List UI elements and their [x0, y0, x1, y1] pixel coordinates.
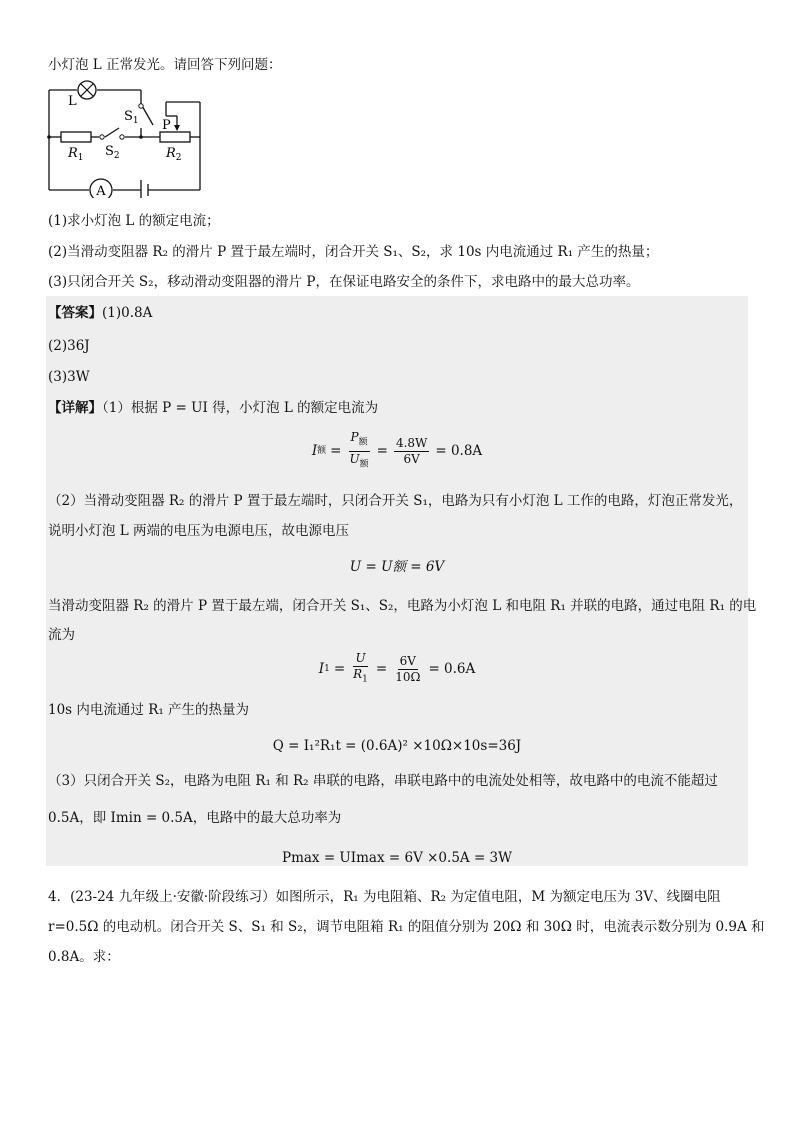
f3-den2: 10Ω — [395, 669, 421, 684]
q4-line-1: 4．(23-24 九年级上·安徽·阶段练习）如图所示，R₁ 为电阻箱、R₂ 为定值电阻，M 为额定电压为 3V、线圈电阻 — [48, 889, 721, 905]
s1-sub: 1 — [132, 116, 139, 126]
f1-lhs: I — [311, 443, 318, 459]
f3-lhs-sub: 1 — [324, 664, 330, 674]
detail-p1: （1）根据 P = UI 得，小灯泡 L 的额定电流为 — [102, 400, 379, 416]
formula-4: Q = I₁²R₁t = (0.6A)² ×10Ω×10s=36J — [272, 738, 522, 754]
circuit-diagram — [44, 80, 210, 198]
svg-text:R1 — [67, 146, 84, 163]
f1-frac-1 — [347, 430, 370, 472]
formula-1: I 额 = $\frac{P_额}{U_额}$ = $\frac{4.8W}{6V}$ = 0.8A — [46, 433, 748, 469]
detail-p4: 10s 内电流通过 R₁ 产生的热量为 — [48, 702, 250, 718]
r2-sub: 2 — [175, 153, 182, 163]
f3-frac-1 — [351, 651, 370, 687]
detail-p5a: （3）只闭合开关 S₂，电路为电阻 R₁ 和 R₂ 串联的电路，串联电路中的电流处处相等，故电路中的电流不能超过 — [48, 773, 718, 789]
answer-2: (2)36J — [48, 338, 90, 354]
f1-num: P — [350, 430, 359, 445]
detail-p3b: 流为 — [48, 627, 75, 643]
svg-text:S1 — [124, 109, 139, 126]
question-2: (2)当滑动变阻器 R₂ 的滑片 P 置于最左端时，闭合开关 S₁、S₂，求 10s 内电流通过 R₁ 产生的热量； — [48, 244, 659, 260]
question-1: (1)求小灯泡 L 的额定电流； — [48, 213, 220, 229]
f1-frac-2 — [394, 436, 429, 467]
f1-den: U — [349, 451, 360, 466]
answer-3: (3)3W — [48, 369, 90, 385]
resistor-r1-icon — [61, 132, 91, 142]
r1-sub: 1 — [77, 153, 84, 163]
detail-p2a: （2）当滑动变阻器 R₂ 的滑片 P 置于最左端时，只闭合开关 S₁，电路为只有小灯泡 L 工作的电路，灯泡正常发光， — [48, 493, 743, 509]
q4-line-2: r=0.5Ω 的电动机。闭合开关 S、S₁ 和 S₂，调节电阻箱 R₁ 的阻值分别为 20Ω 和 30Ω 时，电流表示数分别为 0.9A 和 — [48, 919, 765, 935]
f3-num: U — [355, 650, 366, 665]
f3-num2: 6V — [399, 653, 416, 668]
answer-1: (1)0.8A — [102, 305, 153, 321]
f3-frac-2 — [393, 654, 422, 685]
resistor-r2-icon — [160, 132, 190, 142]
f1-num2: 4.8W — [395, 435, 428, 450]
f1-den-sub: 额 — [359, 458, 369, 469]
lamp-label: L — [68, 94, 77, 109]
svg-text:S2 — [105, 144, 120, 161]
detail-p2b: 说明小灯泡 L 两端的电压为电源电压，故电源电压 — [48, 523, 350, 539]
f1-result: = 0.8A — [435, 443, 483, 459]
f1-num-sub: 额 — [358, 437, 368, 448]
q4-line-3: 0.8A。求： — [48, 949, 120, 965]
answer-line-1 — [48, 303, 152, 323]
formula-5: Pmax = UImax = 6V ×0.5A = 3W — [281, 850, 513, 866]
svg-text:R2 — [165, 146, 182, 163]
answer-head: 【答案】 — [48, 305, 102, 321]
s2-sub: 2 — [113, 151, 120, 161]
detail-head: 【详解】 — [48, 400, 102, 416]
detail-p3a: 当滑动变阻器 R₂ 的滑片 P 置于最左端，闭合开关 S₁、S₂，电路为小灯泡 L 和电阻 R₁ 并联的电路，通过电阻 R₁ 的电 — [48, 598, 757, 614]
s2-label: S — [105, 144, 114, 159]
intro-text: 小灯泡 L 正常发光。请回答下列问题： — [48, 57, 282, 73]
s1-label: S — [124, 109, 133, 124]
f3-den: R — [353, 666, 363, 681]
r1-label: R — [68, 146, 78, 161]
r2-label: R — [166, 146, 176, 161]
detail-line-1 — [48, 398, 378, 418]
p-label: P — [162, 118, 171, 133]
f1-den2: 6V — [403, 451, 420, 466]
formula-3: I 1 = $\frac{U}{R_1}$ = $\frac{6V}{10\Omega}$ = 0.6A — [46, 651, 748, 687]
formula-2: U = U额 = 6V — [349, 559, 445, 575]
ammeter-label: A — [96, 184, 106, 198]
detail-p5b: 0.5A，即 Imin = 0.5A，电路中的最大总功率为 — [48, 810, 342, 826]
question-3: (3)只闭合开关 S₂，移动滑动变阻器的滑片 P，在保证电路安全的条件下，求电路中的最大总功率。 — [48, 274, 640, 290]
f3-den-sub: 1 — [362, 674, 368, 685]
f1-lhs-sub: 额 — [317, 446, 327, 456]
f3-lhs: I — [318, 661, 325, 677]
f3-result: = 0.6A — [428, 661, 476, 677]
